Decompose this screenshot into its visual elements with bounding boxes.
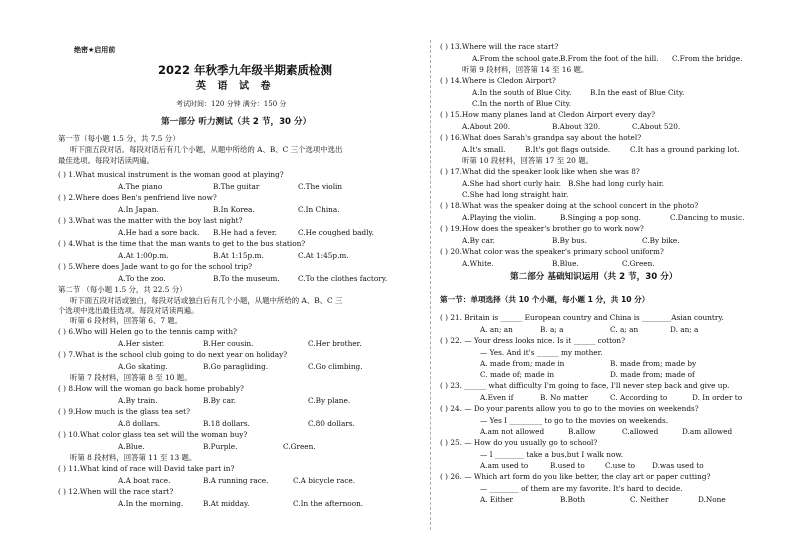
question-2: ( ) 2.Where does Ben's penfriend live now? (58, 193, 217, 202)
option-d[interactable]: D.was used to (652, 461, 704, 470)
question-6: ( ) 6.Who will Helen go to the tennis camp with? (58, 327, 237, 336)
option-c[interactable]: C.About 520. (632, 122, 681, 131)
option-a[interactable]: A.She had short curly hair. (462, 179, 561, 188)
option-a[interactable]: A.Her sister. (118, 339, 165, 348)
material-7-label: 听第 7 段材料，回答第 8 至 10 题。 (70, 373, 192, 382)
option-a[interactable]: A.The piano (118, 182, 163, 191)
option-a[interactable]: A.It's small. (462, 145, 506, 154)
section1-instruction: 听下面五段对话。每段对话后有几个小题，从题中所给的 A、B、C 三个选项中选出 (70, 145, 343, 154)
option-a[interactable]: A.White. (462, 259, 494, 268)
part2-title: 第二部分 基础知识运用（共 2 节，30 分） (510, 272, 678, 282)
option-b[interactable]: B.He had a fever. (213, 228, 277, 237)
option-a[interactable]: A.In the south of Blue City. (472, 88, 572, 97)
option-c[interactable]: C.use to (605, 461, 636, 470)
option-a[interactable]: A. an; an (480, 325, 513, 334)
question-22: ( ) 22. — Your dress looks nice. Is it ______ cotton? (440, 336, 626, 345)
single-choice-heading: 第一节：单项选择（共 10 个小题，每小题 1 分，共 10 分） (440, 295, 650, 304)
option-b[interactable]: B.Both (560, 495, 586, 504)
option-a[interactable]: A. Either (480, 495, 514, 504)
option-a[interactable]: A.To the zoo. (118, 274, 166, 283)
column-divider (430, 40, 431, 530)
option-b[interactable]: B.At midday. (203, 499, 250, 508)
option-b[interactable]: B.To the museum. (213, 274, 280, 283)
question-13: ( ) 13.Where will the race start? (440, 42, 559, 51)
option-b[interactable]: B.From the foot of the hill. (560, 54, 659, 63)
option-c[interactable]: C.Her brother. (308, 339, 362, 348)
subject-title: 英 语 试 卷 (196, 81, 275, 92)
option-b[interactable]: B.By car. (203, 396, 236, 405)
option-a[interactable]: A.By train. (118, 396, 158, 405)
question-25-reply: — I ________ take a bus,but I walk now. (480, 450, 624, 459)
section1-heading: 第一节（每小题 1.5 分，共 7.5 分） (58, 134, 180, 143)
option-a[interactable]: A.About 200. (462, 122, 511, 131)
confidential-mark: 绝密★启用前 (74, 46, 116, 54)
option-b[interactable]: B.In Korea. (213, 205, 255, 214)
option-b[interactable]: B.It's got flags outside. (525, 145, 611, 154)
option-c[interactable]: C.80 dollars. (308, 419, 355, 428)
option-d[interactable]: D. an; a (670, 325, 699, 334)
option-b[interactable]: B.A running race. (203, 476, 269, 485)
option-c[interactable]: C.By plane. (308, 396, 351, 405)
option-c[interactable]: C.Go climbing. (308, 362, 363, 371)
option-b[interactable]: B.used to (550, 461, 585, 470)
question-4: ( ) 4.What is the time that the man wants to get to the bus station? (58, 239, 306, 248)
option-a[interactable]: A.He had a sore back. (118, 228, 200, 237)
question-5: ( ) 5.Where does Jade want to go for the school trip? (58, 262, 253, 271)
question-25: ( ) 25. — How do you usually go to school? (440, 438, 598, 447)
option-a[interactable]: A.8 dollars. (118, 419, 161, 428)
question-11: ( ) 11.What kind of race will David take part in? (58, 464, 235, 473)
question-10: ( ) 10.What color glass tea set will the woman buy? (58, 430, 248, 439)
question-1: ( ) 1.What musical instrument is the woman good at playing? (58, 170, 284, 179)
question-7: ( ) 7.What is the school club going to do next year on holiday? (58, 350, 288, 359)
question-26-reply: — ________ of them are my favorite. It's hard to decide. (480, 484, 683, 493)
option-c[interactable]: C.Green. (622, 259, 655, 268)
option-c[interactable]: C.To the clothes factory. (298, 274, 388, 283)
option-b[interactable]: B.She had long curly hair. (568, 179, 664, 188)
question-14: ( ) 14.Where is Cledon Airport? (440, 76, 556, 85)
section2-instruction-cont: 个选项中选出最佳选项。每段对话读两遍。 (58, 306, 199, 315)
option-a[interactable]: A.In the morning. (118, 499, 184, 508)
option-b[interactable]: B.In the east of Blue City. (590, 88, 685, 97)
option-d[interactable]: D. In order to (692, 393, 743, 402)
option-a[interactable]: A.am not allowed (480, 427, 545, 436)
exam-info: 考试时间：120 分钟 满分：150 分 (176, 100, 287, 108)
section1-instruction-cont: 最佳选项。每段对话读两遍。 (58, 156, 155, 165)
option-c[interactable]: C.It has a ground parking lot. (630, 145, 740, 154)
option-b[interactable]: B.Singing a pop song. (560, 213, 641, 222)
option-c[interactable]: C.Green. (283, 442, 316, 451)
option-b[interactable]: B.allow (568, 427, 596, 436)
option-d[interactable]: D.None (698, 495, 726, 504)
question-17: ( ) 17.What did the speaker look like when she was 8? (440, 167, 640, 176)
option-a[interactable]: A.At 1:00p.m. (118, 251, 169, 260)
option-b[interactable]: B.18 dollars. (203, 419, 250, 428)
option-c[interactable]: C. made of; made in (480, 370, 555, 379)
option-a[interactable]: A.By car. (462, 236, 495, 245)
material-6-label: 听第 6 段材料，回答第 6、7 题。 (70, 316, 183, 325)
option-c[interactable]: C.In China. (298, 205, 340, 214)
question-17-option-c[interactable]: C.She had long straight hair. (462, 190, 569, 199)
question-12: ( ) 12.When will the race start? (58, 487, 174, 496)
question-16: ( ) 16.What does Sarah's grandpa say about the hotel? (440, 133, 642, 142)
question-23: ( ) 23. ______ what difficulty I'm going to face, I'll never step back and give up. (440, 381, 730, 390)
question-3: ( ) 3.What was the matter with the boy last night? (58, 216, 243, 225)
option-a[interactable]: A.From the school gate. (472, 54, 561, 63)
option-a[interactable]: A.In Japan. (118, 205, 159, 214)
question-21: ( ) 21. Britain is ______ European country and China is ________Asian country. (440, 313, 724, 322)
option-c[interactable]: C. Neither (630, 495, 669, 504)
material-8-label: 听第 8 段材料，回答第 11 至 13 题。 (70, 453, 197, 462)
option-c[interactable]: C.The violin (298, 182, 343, 191)
option-b[interactable]: B. No matter (540, 393, 589, 402)
question-24: ( ) 24. — Do your parents allow you to go to the movies on weekends? (440, 404, 699, 413)
option-c[interactable]: C.From the bridge. (672, 54, 743, 63)
option-c[interactable]: C.In the afternoon. (293, 499, 364, 508)
option-b[interactable]: B. a; a (540, 325, 564, 334)
option-b[interactable]: B.At 1:15p.m. (213, 251, 264, 260)
question-20: ( ) 20.What color was the speaker's primary school uniform? (440, 247, 664, 256)
option-d[interactable]: D.am allowed (682, 427, 733, 436)
option-b[interactable]: B.About 320. (552, 122, 601, 131)
option-b[interactable]: B.Her cousin. (203, 339, 254, 348)
option-c[interactable]: C.By bike. (642, 236, 680, 245)
question-18: ( ) 18.What was the speaker doing at the school concert in the photo? (440, 201, 699, 210)
option-b[interactable]: B.Blue. (552, 259, 579, 268)
question-15: ( ) 15.How many planes land at Cledon Airport every day? (440, 110, 656, 119)
option-a[interactable]: A.A boat race. (118, 476, 171, 485)
option-a[interactable]: A.Go skating. (118, 362, 168, 371)
option-b[interactable]: B.Purple. (203, 442, 238, 451)
question-8: ( ) 8.How will the woman go back home probably? (58, 384, 244, 393)
material-10-label: 听第 10 段材料，回答第 17 至 20 题。 (462, 156, 593, 165)
option-a[interactable]: A.Blue. (118, 442, 145, 451)
option-b[interactable]: B.By bus. (552, 236, 587, 245)
question-14-option-c[interactable]: C.In the north of Blue City. (472, 99, 572, 108)
question-22-reply: — Yes. And it's ______ my mother. (480, 348, 603, 357)
option-c[interactable]: C. According to (610, 393, 668, 402)
part1-title: 第一部分 听力测试（共 2 节，30 分） (161, 117, 312, 127)
option-c[interactable]: C.A bicycle race. (293, 476, 356, 485)
option-c[interactable]: C. a; an (610, 325, 639, 334)
option-b[interactable]: B.The guitar (213, 182, 260, 191)
exam-title: 2022 年秋季九年级半期素质检测 (158, 63, 333, 77)
question-26: ( ) 26. — Which art form do you like better, the clay art or paper cutting? (440, 472, 711, 481)
option-a[interactable]: A.Even if (480, 393, 514, 402)
question-9: ( ) 9.How much is the glass tea set? (58, 407, 190, 416)
option-d[interactable]: D. made from; made of (610, 370, 695, 379)
option-b[interactable]: B.Go paragliding. (203, 362, 269, 371)
option-a[interactable]: A.am used to (480, 461, 529, 470)
option-a[interactable]: A.Playing the violin. (462, 213, 537, 222)
option-c[interactable]: C.He coughed badly. (298, 228, 375, 237)
option-c[interactable]: C.Dancing to music. (670, 213, 745, 222)
section2-heading: 第二节 （每小题 1.5 分，共 22.5 分） (58, 285, 187, 294)
option-b[interactable]: B. made from; made by (610, 359, 697, 368)
option-c[interactable]: C.allowed (622, 427, 659, 436)
option-c[interactable]: C.At 1:45p.m. (298, 251, 349, 260)
question-19: ( ) 19.How does the speaker's brother go to work now? (440, 224, 644, 233)
option-a[interactable]: A. made from; made in (480, 359, 565, 368)
material-9-label: 听第 9 段材料，回答第 14 至 16 题。 (462, 65, 589, 74)
question-24-reply: — Yes I _________ to go to the movies on weekends. (480, 416, 669, 425)
section2-instruction: 听下面五段对话或独白，每段对话或独白后有几个小题，从题中所给的 A、B、C 三 (70, 296, 343, 305)
